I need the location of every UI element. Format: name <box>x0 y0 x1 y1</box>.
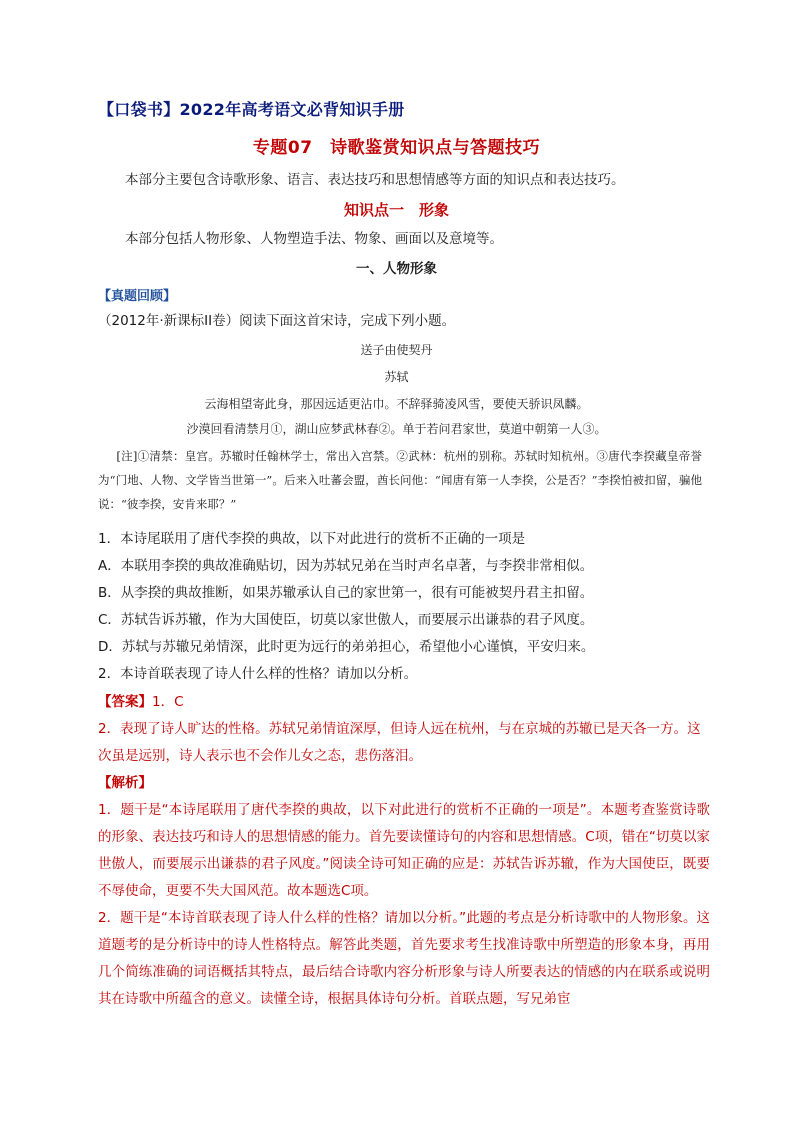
answer-2: 2．表现了诗人旷达的性格。苏轼兄弟情谊深厚，但诗人远在杭州，与在京城的苏辙已是天各一方。这次虽是远别，诗人表示也不会作儿女之态，悲伤落泪。 <box>98 721 701 764</box>
analysis-label-text: 【解析】 <box>98 775 152 791</box>
knowledge-point-intro: 本部分包括人物形象、人物塑造手法、物象、画面以及意境等。 <box>125 231 503 247</box>
source-line: （2012年·新课标II卷）阅读下面这首宋诗，完成下列小题。 <box>98 313 456 329</box>
section-heading: 一、人物形象 <box>356 261 437 277</box>
analysis-2: 2．题干是“本诗首联表现了诗人什么样的性格？请加以分析。”此题的考点是分析诗歌中的人物形象。这道题考的是分析诗中的诗人性格特点。解答此类题，首先要求考生找准诗歌中所塑造的形象本身，再用几个简练准确的词语概括其特点，最后结合诗歌内容分析形象与诗人所要表达的情感的内在联系或说明其在诗歌中所蕴含的意义。读懂全诗，根据具体诗句分析。首联点题，写兄弟宦 <box>98 910 710 1007</box>
question-2: 2．本诗首联表现了诗人什么样的性格？请加以分析。 <box>98 666 418 682</box>
poem-annotation: [注]①清禁：皇宫。苏辙时任翰林学士，常出入宫禁。②武林：杭州的别称。苏轼时知杭州。③唐代李揆藏皇帝誉为“门地、人物、文学皆当世第一”。后来入吐蕃会盟，酋长问他：“闻唐有第一人李揆，公是否？”李揆怕被扣留，骗他说：“彼李揆，安肯来耶？” <box>98 449 702 511</box>
analysis-label <box>98 770 710 797</box>
option-a: A．本联用李揆的典故准确贴切，因为苏轼兄弟在当时声名卓著，与李揆非常相似。 <box>98 558 594 574</box>
question-1: 1．本诗尾联用了唐代李揆的典故，以下对此进行的赏析不正确的一项是 <box>98 531 526 547</box>
answer-1: 1．C <box>152 694 184 710</box>
poem-line-2: 沙漠回看清禁月①，湖山应梦武林春②。单于若问君家世，莫道中朝第一人③。 <box>186 422 607 436</box>
book-header: 【口袋书】2022年高考语文必背知识手册 <box>98 100 405 119</box>
option-c: C．苏轼告诉苏辙，作为大国使臣，切莫以家世傲人，而要展示出谦恭的君子风度。 <box>98 612 594 628</box>
poem-line-1: 云海相望寄此身，那因远适更沾巾。不辞驿骑凌风雪，要使天骄识凤麟。 <box>204 397 589 411</box>
answer-label: 【答案】 <box>98 694 152 710</box>
intro-paragraph: 本部分主要包含诗歌形象、语言、表达技巧和思想情感等方面的知识点和表达技巧。 <box>125 172 625 188</box>
review-tag: 【真题回顾】 <box>98 289 177 304</box>
poem-author: 苏轼 <box>384 370 409 384</box>
option-d: D．苏轼与苏辙兄弟情深，此时更为远行的弟弟担心，希望他小心谨慎，平安归来。 <box>98 639 595 655</box>
poem-title: 送子由使契丹 <box>360 343 433 357</box>
option-b: B．从李揆的典故推断，如果苏辙承认自己的家世第一，很有可能被契丹君主扣留。 <box>98 585 594 601</box>
knowledge-point-heading: 知识点一 形象 <box>343 201 449 219</box>
analysis-1: 1．题干是“本诗尾联用了唐代李揆的典故，以下对此进行的赏析不正确的一项是”。本题考查鉴赏诗歌的形象、表达技巧和诗人的思想情感的能力。首先要读懂诗句的内容和思想情感。C项，错在“切莫以家世傲人，而要展示出谦恭的君子风度。”阅读全诗可知正确的应是：苏轼告诉苏辙，作为大国使臣，既要不辱使命，更要不失大国风范。故本题选C项。 <box>98 802 710 899</box>
page-title: 专题07 诗歌鉴赏知识点与答题技巧 <box>252 138 541 158</box>
answer-block <box>98 689 710 716</box>
